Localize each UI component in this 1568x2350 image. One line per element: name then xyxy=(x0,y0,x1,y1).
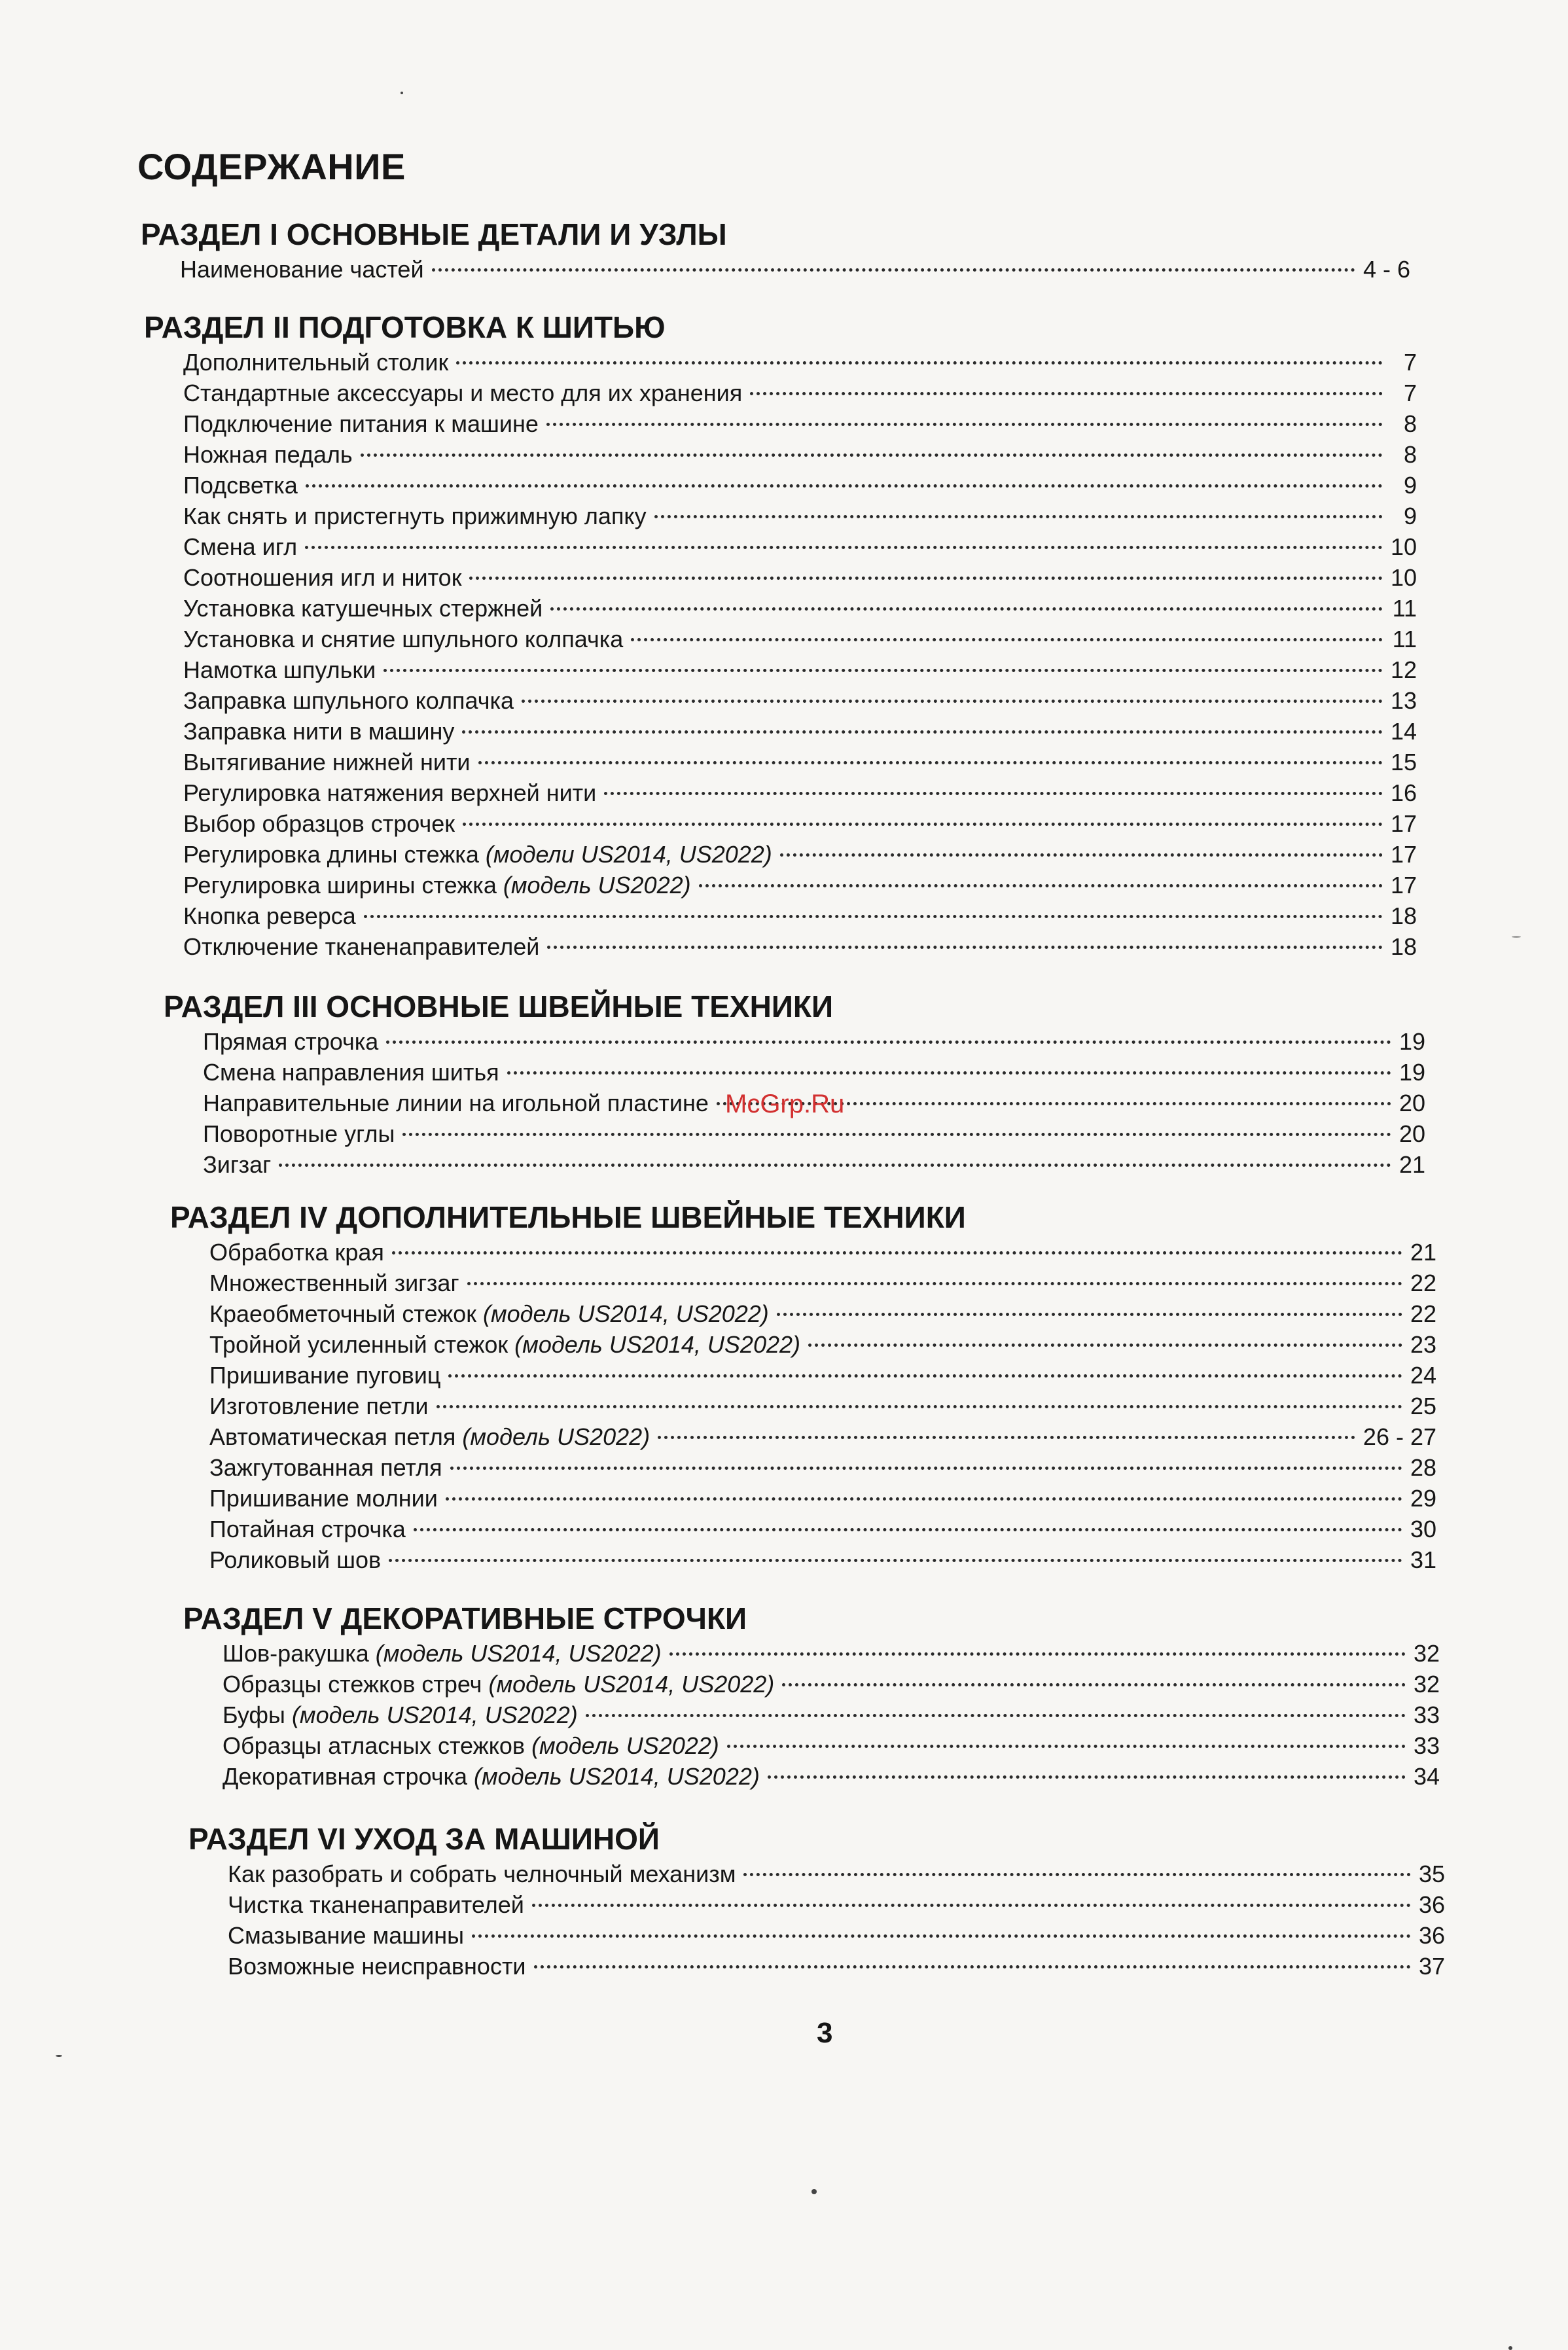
toc-entry xyxy=(183,900,1417,931)
entry-page-number: 35 xyxy=(1418,1860,1445,1887)
toc-entry xyxy=(209,1360,1436,1391)
entry-label: Выбор образцов строчек xyxy=(183,810,455,837)
entry-page-number: 11 xyxy=(1392,595,1417,622)
entry-page-number: 32 xyxy=(1413,1671,1440,1698)
entry-model-note: (модель US2014, US2022) xyxy=(488,1671,775,1698)
scan-speck xyxy=(401,92,403,94)
dot-leader xyxy=(446,1497,1402,1501)
entry-label: Зажгутованная петля xyxy=(209,1454,442,1481)
toc-entry xyxy=(183,808,1417,839)
toc-entry xyxy=(180,254,1410,285)
dot-leader xyxy=(414,1528,1402,1531)
toc-entry xyxy=(209,1421,1436,1452)
toc-entry xyxy=(183,470,1417,501)
entry-label: Изготовление петли xyxy=(209,1393,429,1419)
toc-entry xyxy=(203,1118,1425,1149)
toc-entry xyxy=(223,1638,1440,1669)
toc-entry xyxy=(223,1730,1440,1761)
toc-section xyxy=(183,1599,1440,1792)
entry-model-note: (модель US2022) xyxy=(462,1423,650,1450)
dot-leader xyxy=(699,884,1383,887)
dot-leader xyxy=(448,1374,1402,1378)
dot-leader xyxy=(383,669,1383,672)
toc-entry xyxy=(183,593,1417,624)
toc-entry xyxy=(183,870,1417,900)
entry-model-note: (модель US2014, US2022) xyxy=(375,1640,662,1667)
entry-model-note: (модель US2014, US2022) xyxy=(474,1763,760,1790)
entry-label: Заправка нити в машину xyxy=(183,718,455,745)
toc-entry xyxy=(209,1544,1436,1575)
entry-page-number: 29 xyxy=(1410,1485,1436,1512)
scan-speck xyxy=(1508,2346,1512,2350)
dot-leader xyxy=(437,1405,1402,1408)
dot-leader xyxy=(507,1071,1391,1075)
entry-label: Зигзаг xyxy=(203,1151,272,1178)
entry-label: Установка катушечных стержней xyxy=(183,595,543,622)
entry-model-note: (модель US2014, US2022) xyxy=(482,1300,769,1327)
section-entries xyxy=(223,1638,1440,1792)
section-entries xyxy=(228,1859,1445,1982)
entry-label: Стандартные аксессуары и место для их хранения xyxy=(183,380,743,406)
entry-label: Заправка шпульного колпачка xyxy=(183,687,514,714)
dot-leader xyxy=(386,1041,1391,1044)
entry-page-number: 7 xyxy=(1403,349,1417,376)
dot-leader xyxy=(432,268,1355,272)
entry-label: Наименование частей xyxy=(180,256,424,283)
toc-entry xyxy=(203,1149,1425,1180)
entry-label: Роликовый шов xyxy=(209,1546,382,1573)
entry-page-number: 37 xyxy=(1418,1953,1445,1980)
entry-label: Чистка тканенаправителей xyxy=(228,1891,524,1918)
entry-label: Обработка края xyxy=(209,1239,384,1266)
entry-label: Смена игл xyxy=(183,533,298,560)
entry-page-number: 20 xyxy=(1399,1090,1425,1116)
page-number: 3 xyxy=(817,2017,833,2049)
toc-entry xyxy=(228,1889,1445,1920)
entry-label: Вытягивание нижней нити xyxy=(183,749,471,775)
entry-label: Установка и снятие шпульного колпачка xyxy=(183,626,624,652)
entry-label: Пришивание молнии xyxy=(209,1485,438,1512)
entry-page-number: 25 xyxy=(1410,1393,1436,1419)
toc-entry xyxy=(228,1951,1445,1982)
dot-leader xyxy=(478,761,1383,764)
entry-label: Образцы стежков стреч xyxy=(223,1671,482,1698)
section-entries xyxy=(180,254,1410,285)
toc-entry xyxy=(183,531,1417,562)
dot-leader xyxy=(586,1714,1406,1717)
dot-leader xyxy=(743,1873,1411,1876)
dot-leader xyxy=(808,1344,1402,1347)
entry-page-number: 7 xyxy=(1403,380,1417,406)
entry-page-number: 15 xyxy=(1390,749,1417,775)
entry-page-number: 9 xyxy=(1403,472,1417,499)
dot-leader xyxy=(654,515,1383,518)
toc-section xyxy=(164,987,1425,1180)
entry-page-number: 31 xyxy=(1410,1546,1436,1573)
entry-model-note: (модель US2014, US2022) xyxy=(291,1701,578,1728)
entry-label: Множественный зигзаг xyxy=(209,1270,459,1296)
entry-page-number: 21 xyxy=(1410,1239,1436,1266)
entry-label: Подсветка xyxy=(183,472,298,499)
dot-leader xyxy=(604,792,1383,795)
entry-page-number: 20 xyxy=(1399,1120,1425,1147)
entry-page-number: 22 xyxy=(1410,1300,1436,1327)
dot-leader xyxy=(658,1436,1355,1439)
entry-label: Краеобметочный стежок xyxy=(209,1300,476,1327)
entry-label: Соотношения игл и ниток xyxy=(183,564,462,591)
entry-page-number: 12 xyxy=(1390,656,1417,683)
toc-entry xyxy=(183,839,1417,870)
section-title: РАЗДЕЛ VI УХОД ЗА МАШИНОЙ xyxy=(188,1822,660,1856)
toc-entry xyxy=(209,1237,1436,1268)
dot-leader xyxy=(780,853,1383,857)
entry-label: Пришивание пуговиц xyxy=(209,1362,441,1389)
entry-label: Поворотные углы xyxy=(203,1120,395,1147)
entry-page-number: 34 xyxy=(1413,1763,1440,1790)
dot-leader xyxy=(768,1775,1406,1779)
toc-entry xyxy=(183,747,1417,777)
entry-page-number: 11 xyxy=(1392,626,1417,652)
toc-entry xyxy=(183,562,1417,593)
entry-page-number: 9 xyxy=(1403,503,1417,529)
entry-label: Ножная педаль xyxy=(183,441,353,468)
dot-leader xyxy=(631,638,1383,641)
toc-entry xyxy=(183,501,1417,531)
scan-speck xyxy=(1512,936,1521,938)
scan-speck xyxy=(56,2055,62,2057)
toc-entry xyxy=(183,685,1417,716)
dot-leader xyxy=(782,1683,1406,1686)
entry-page-number: 36 xyxy=(1418,1891,1445,1918)
section-title: РАЗДЕЛ V ДЕКОРАТИВНЫЕ СТРОЧКИ xyxy=(183,1601,747,1635)
toc-entry xyxy=(209,1298,1436,1329)
entry-label: Прямая строчка xyxy=(203,1028,379,1055)
entry-label: Возможные неисправности xyxy=(228,1953,526,1980)
section-entries xyxy=(209,1237,1436,1575)
toc-entry xyxy=(183,439,1417,470)
toc-section xyxy=(188,1819,1445,1982)
dot-leader xyxy=(777,1313,1402,1316)
dot-leader xyxy=(364,915,1383,918)
toc-entry xyxy=(209,1483,1436,1514)
dot-leader xyxy=(750,392,1383,395)
entry-label: Направительные линии на игольной пластине xyxy=(203,1090,709,1116)
dot-leader xyxy=(532,1904,1411,1907)
dot-leader xyxy=(467,1282,1402,1285)
entry-label: Шов-ракушка xyxy=(223,1640,369,1667)
dot-leader xyxy=(450,1467,1402,1470)
toc-entry xyxy=(223,1669,1440,1700)
entry-page-number: 19 xyxy=(1399,1059,1425,1086)
section-title: РАЗДЕЛ II ПОДГОТОВКА К ШИТЬЮ xyxy=(144,310,666,344)
dot-leader xyxy=(279,1164,1391,1167)
entry-page-number: 33 xyxy=(1413,1732,1440,1759)
entry-page-number: 32 xyxy=(1413,1640,1440,1667)
entry-page-number: 14 xyxy=(1390,718,1417,745)
toc-entry xyxy=(183,378,1417,408)
dot-leader xyxy=(305,546,1383,549)
entry-page-number: 17 xyxy=(1390,841,1417,868)
section-title: РАЗДЕЛ I ОСНОВНЫЕ ДЕТАЛИ И УЗЛЫ xyxy=(141,217,727,251)
section-entries xyxy=(183,347,1417,962)
page-title: СОДЕРЖАНИЕ xyxy=(137,146,406,187)
entry-label: Потайная строчка xyxy=(209,1516,406,1542)
entry-page-number: 19 xyxy=(1399,1028,1425,1055)
toc-entry xyxy=(209,1329,1436,1360)
entry-model-note: (модель US2022) xyxy=(503,872,691,899)
entry-page-number: 10 xyxy=(1390,564,1417,591)
entry-model-note: (модели US2014, US2022) xyxy=(485,841,772,868)
entry-label: Смена направления шитья xyxy=(203,1059,499,1086)
dot-leader xyxy=(402,1133,1391,1136)
entry-page-number: 33 xyxy=(1413,1701,1440,1728)
entry-page-number: 26 - 27 xyxy=(1363,1423,1436,1450)
entry-page-number: 13 xyxy=(1390,687,1417,714)
toc-entry xyxy=(223,1761,1440,1792)
entry-label: Подключение питания к машине xyxy=(183,410,539,437)
toc-entry xyxy=(183,777,1417,808)
entry-label: Регулировка ширины стежка xyxy=(183,872,497,899)
dot-leader xyxy=(462,730,1383,734)
toc-entry xyxy=(203,1026,1425,1057)
dot-leader xyxy=(469,577,1383,580)
entry-page-number: 23 xyxy=(1410,1331,1436,1358)
toc-entry xyxy=(209,1268,1436,1298)
toc-section xyxy=(170,1198,1436,1575)
entry-page-number: 21 xyxy=(1399,1151,1425,1178)
toc-section xyxy=(141,215,1410,285)
toc-entry xyxy=(209,1452,1436,1483)
entry-page-number: 4 - 6 xyxy=(1363,256,1410,283)
entry-label: Декоративная строчка xyxy=(223,1763,468,1790)
dot-leader xyxy=(727,1745,1406,1748)
entry-label: Автоматическая петля xyxy=(209,1423,456,1450)
entry-page-number: 8 xyxy=(1403,410,1417,437)
entry-label: Как разобрать и собрать челночный механизм xyxy=(228,1860,736,1887)
toc-entry xyxy=(183,347,1417,378)
toc-entry xyxy=(183,654,1417,685)
entry-page-number: 24 xyxy=(1410,1362,1436,1389)
entry-page-number: 18 xyxy=(1390,933,1417,960)
toc-entry xyxy=(183,716,1417,747)
entry-model-note: (модель US2014, US2022) xyxy=(514,1331,801,1358)
entry-page-number: 28 xyxy=(1410,1454,1436,1481)
dot-leader xyxy=(361,454,1383,457)
entry-page-number: 10 xyxy=(1390,533,1417,560)
entry-page-number: 8 xyxy=(1403,441,1417,468)
entry-label: Смазывание машины xyxy=(228,1922,465,1949)
toc-entry xyxy=(183,408,1417,439)
dot-leader xyxy=(463,823,1383,826)
dot-leader xyxy=(546,423,1383,426)
toc-entry xyxy=(183,931,1417,962)
entry-page-number: 30 xyxy=(1410,1516,1436,1542)
scan-speck xyxy=(811,2189,817,2194)
section-title: РАЗДЕЛ III ОСНОВНЫЕ ШВЕЙНЫЕ ТЕХНИКИ xyxy=(164,989,834,1024)
section-title: РАЗДЕЛ IV ДОПОЛНИТЕЛЬНЫЕ ШВЕЙНЫЕ ТЕХНИКИ xyxy=(170,1200,966,1234)
entry-label: Буфы xyxy=(223,1701,285,1728)
toc-entry xyxy=(183,624,1417,654)
toc-entry xyxy=(203,1057,1425,1088)
entry-page-number: 22 xyxy=(1410,1270,1436,1296)
entry-page-number: 18 xyxy=(1390,902,1417,929)
entry-page-number: 16 xyxy=(1390,779,1417,806)
dot-leader xyxy=(669,1652,1406,1656)
dot-leader xyxy=(472,1934,1411,1938)
dot-leader xyxy=(389,1559,1402,1562)
entry-label: Тройной усиленный стежок xyxy=(209,1331,508,1358)
toc-entry xyxy=(228,1920,1445,1951)
toc-entry xyxy=(209,1391,1436,1421)
dot-leader xyxy=(456,361,1383,365)
toc-entry xyxy=(228,1859,1445,1889)
entry-model-note: (модель US2022) xyxy=(531,1732,719,1759)
toc-section xyxy=(144,308,1417,962)
dot-leader xyxy=(547,946,1383,949)
dot-leader xyxy=(534,1965,1411,1968)
entry-label: Кнопка реверса xyxy=(183,902,356,929)
dot-leader xyxy=(550,607,1383,611)
toc-entry xyxy=(223,1700,1440,1730)
entry-page-number: 17 xyxy=(1390,810,1417,837)
dot-leader xyxy=(522,700,1383,703)
dot-leader xyxy=(392,1251,1402,1255)
entry-label: Отключение тканенаправителей xyxy=(183,933,540,960)
watermark-text: McGrp.Ru xyxy=(725,1090,845,1118)
entry-label: Регулировка натяжения верхней нити xyxy=(183,779,597,806)
entry-page-number: 17 xyxy=(1390,872,1417,899)
entry-label: Намотка шпульки xyxy=(183,656,376,683)
entry-label: Как снять и пристегнуть прижимную лапку xyxy=(183,503,647,529)
entry-label: Образцы атласных стежков xyxy=(223,1732,526,1759)
entry-label: Регулировка длины стежка xyxy=(183,841,479,868)
toc-entry xyxy=(209,1514,1436,1544)
dot-leader xyxy=(306,484,1383,488)
entry-page-number: 36 xyxy=(1418,1922,1445,1949)
entry-label: Дополнительный столик xyxy=(183,349,449,376)
